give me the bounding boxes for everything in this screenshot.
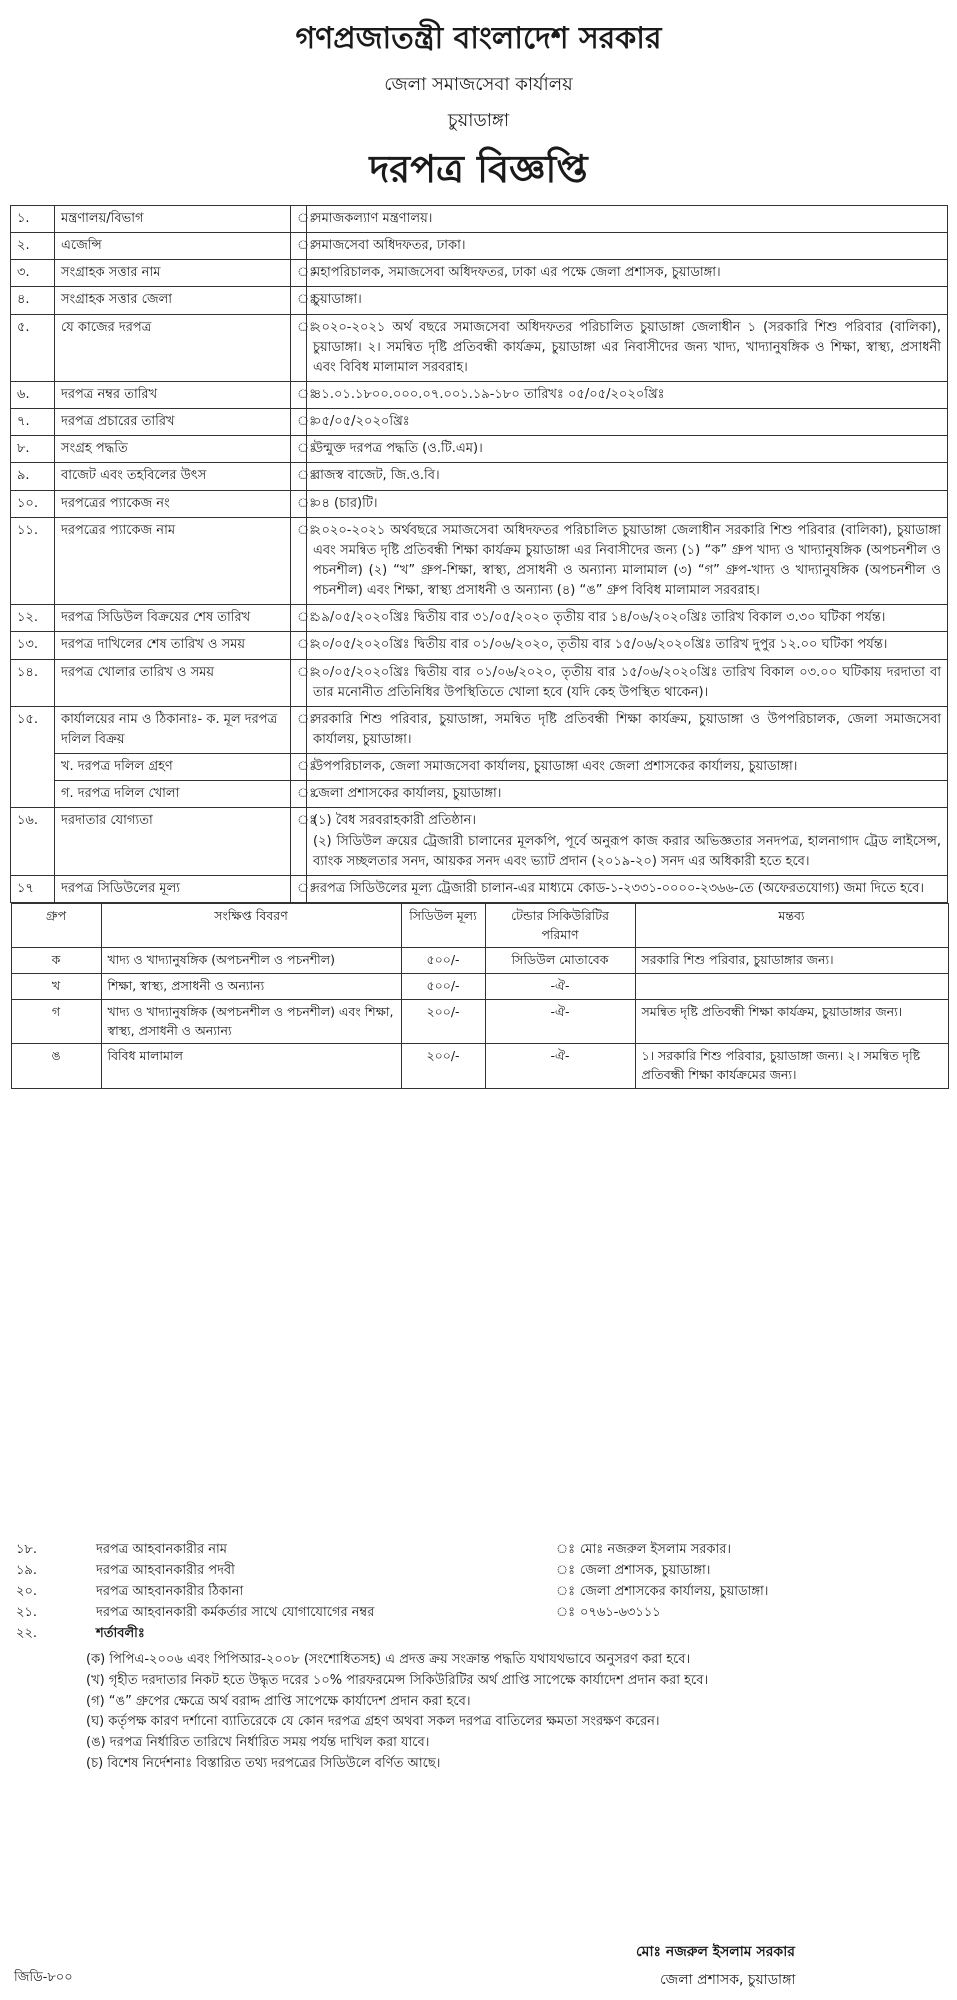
table-row: খ. দরপত্র দলিল গ্রহণ ঃ উপপরিচালক, জেলা সমাজসেবা কার্যালয়, চুয়াডাঙ্গা এবং জেলা প্রশাসকের কার্যালয়, চুয়াডাঙ্গা।	[11, 754, 948, 781]
list-item: ২০. দরপত্র আহবানকারীর ঠিকানা ঃ জেলা প্রশাসকের কার্যালয়, চুয়াডাঙ্গা।	[16, 1584, 769, 1599]
table-row: ২. এজেন্সি ঃ সমাজসেবা অধিদফতর, ঢাকা।	[11, 233, 948, 260]
group-row: খ শিক্ষা, স্বাস্থ্য, প্রসাধনী ও অন্যান্য ৫০০/- -ঐ-	[11, 974, 948, 1000]
group-schedule-table	[11, 903, 949, 1089]
list-item: ১৮. দরপত্র আহবানকারীর নাম ঃ মোঃ নজরুল ইসলাম সরকার।	[16, 1542, 732, 1557]
table-row: ৮. সংগ্রহ পদ্ধতি ঃ উন্মুক্ত দরপত্র পদ্ধতি (ও.টি.এম)।	[11, 436, 948, 463]
group-table-header: গ্রুপ সংক্ষিপ্ত বিবরণ সিডিউল মূল্য টেন্ডার সিকিউরিটির পরিমাণ মন্তব্য	[11, 903, 948, 948]
list-item: (খ) গৃহীত দরদাতার নিকট হতে উদ্ধৃত দরের ১০% পারফরমেন্স সিকিউরিটির অর্থ প্রাপ্তি সাপেক্ষে কার্যাদেশ প্রদান করা হবে।	[86, 1672, 709, 1688]
table-row: ১০. দরপত্রের প্যাকেজ নং ঃ ০৪ (চার)টি।	[11, 490, 948, 517]
signatory-name: মোঃ নজরুল ইসলাম সরকার	[636, 1944, 795, 1960]
table-row: ১১. দরপত্রের প্যাকেজ নাম ঃ ২০২০-২০২১ অর্থবছরে সমাজসেবা অধিদফতর পরিচালিত চুয়াডাঙ্গা জেলাধীন সরকারি শিশু পরিবার (বালিকা), চুয়াডাঙ্গা এবং সমন্বিত দৃষ্টি প্রতিবন্ধী শিক্ষা কার্যক্রম চুয়াডাঙ্গা এর নিবাসীদের জন্য (১) “ক” গ্রুপ খাদ্য ও খাদ্যানুষঙ্গিক (অপচনশীল ও পচনশীল) (২) “খ” গ্রুপ-শিক্ষা, স্বাস্থ্য, প্রসাধনী ও অন্যান্য মালামাল (৩) “গ” গ্রুপ-খাদ্য ও খাদ্যানুষঙ্গিক (অপচনশীল ও পচনশীল) এবং শিক্ষা, স্বাস্থ্য প্রসাধনী ও অন্যান্য (৪) “ঙ” গ্রুপ বিবিধ মালামাল সরবরাহ।	[11, 517, 948, 605]
table-row: ১৩. দরপত্র দাখিলের শেষ তারিখ ও সময় ঃ ২০/০৫/২০২০খ্রিঃ দ্বিতীয় বার ০১/০৬/২০২০, তৃতীয় বার ১৫/০৬/২০২০খ্রিঃ তারিখ দুপুর ১২.০০ ঘটিকা পর্যন্ত।	[11, 632, 948, 659]
list-item: (ক) পিপিএ-২০০৬ এবং পিপিআর-২০০৮ (সংশোধিতসহ) এ প্রদত্ত ক্রয় সংক্রান্ত পদ্ধতি যথাযথভাবে অনুসরণ করা হবে।	[86, 1652, 691, 1667]
signatory-designation: জেলা প্রশাসক, চুয়াডাঙ্গা	[660, 1972, 796, 1988]
table-row: ১. মন্ত্রণালয়/বিভাগ ঃ সমাজকল্যাণ মন্ত্রণালয়।	[11, 206, 948, 233]
ad-code: জিডি-৮০০	[14, 1970, 73, 1985]
table-row: ৭. দরপত্র প্রচারের তারিখ ঃ ০৫/০৫/২০২০খ্রিঃ	[11, 409, 948, 436]
table-row: ৩. সংগ্রাহক সত্তার নাম ঃ মহাপরিচালক, সমাজসেবা অধিদফতর, ঢাকা এর পক্ষে জেলা প্রশাসক, চুয়াডাঙ্গা।	[11, 260, 948, 287]
conditions-title: শর্তাবলীঃ	[96, 1626, 145, 1641]
notice-title: দরপত্র বিজ্ঞপ্তি	[369, 147, 588, 191]
list-item: ২২. শর্তাবলীঃ	[10, 1624, 948, 1645]
issuer-info	[10, 1540, 948, 1645]
list-item: (গ) “ঙ” গ্রুপের ক্ষেত্রে অর্থ বরাদ্দ প্রাপ্তি সাপেক্ষে কার্যাদেশ প্রদান করা হবে।	[86, 1693, 471, 1709]
government-title: গণপ্রজাতন্ত্রী বাংলাদেশ সরকার	[295, 21, 662, 56]
table-row: ১৪. দরপত্র খোলার তারিখ ও সময় ঃ ২০/০৫/২০২০খ্রিঃ দ্বিতীয় বার ০১/০৬/২০২০, তৃতীয় বার ১৫/০৬/২০২০খ্রিঃ তারিখ বিকাল ০৩.০০ ঘটিকায় দরদাতা বা তার মনোনীত প্রতিনিধির উপস্থিতিতে খোলা হবে (যদি কেহ উপস্থিত থাকেন)।	[11, 659, 948, 706]
group-table-row	[11, 902, 948, 1089]
tender-details-table	[10, 205, 948, 1089]
group-row: গ খাদ্য ও খাদ্যানুষঙ্গিক (অপচনশীল ও পচনশীল) এবং শিক্ষা, স্বাস্থ্য, প্রসাধনী ও অন্যান্য ২০০/- -ঐ- সমন্বিত দৃষ্টি প্রতিবন্ধী শিক্ষা কার্যক্রম, চুয়াডাঙ্গার জন্য।	[11, 999, 948, 1044]
list-item: (ঘ) কর্তৃপক্ষ কারণ দর্শানো ব্যাতিরেকে যে কোন দরপত্র গ্রহণ অথবা সকল দরপত্র বাতিলের ক্ষমতা সংরক্ষণ করেন।	[86, 1714, 660, 1730]
district-name: চুয়াডাঙ্গা	[447, 110, 510, 131]
conditions-list	[86, 1650, 946, 1775]
table-row: ১৫. কার্যালয়ের নাম ও ঠিকানাঃ- ক. মূল দরপত্র দলিল বিক্রয় ঃ সরকারি শিশু পরিবার, চুয়াডাঙ্গা, সমন্বিত দৃষ্টি প্রতিবন্ধী শিক্ষা কার্যক্রম, চুয়াডাঙ্গা ও উপপরিচালক, জেলা সমাজসেবা কার্যালয়, চুয়াডাঙ্গা।	[11, 706, 948, 753]
table-row: ১২. দরপত্র সিডিউল বিক্রয়ের শেষ তারিখ ঃ ১৯/০৫/২০২০খ্রিঃ দ্বিতীয় বার ৩১/০৫/২০২০ তৃতীয় বার ১৪/০৬/২০২০খ্রিঃ তারিখ বিকাল ৩.৩০ ঘটিকা পর্যন্ত।	[11, 605, 948, 632]
list-item: ২১. দরপত্র আহবানকারী কর্মকর্তার সাথে যোগাযোগের নম্বর ঃ ০৭৬১-৬৩১১১	[16, 1605, 661, 1620]
table-row: ১৬. দরদাতার যোগ্যতা ঃ (১) বৈধ সরবরাহকারী প্রতিষ্ঠান। (২) সিডিউল ক্রয়ের ট্রেজারী চালানের মূলকপি, পূর্বে অনুরূপ কাজ করার অভিজ্ঞতার সনদপত্র, হালনাগাদ ট্রেড লাইসেন্স, ব্যাংক সচ্ছলতার সনদ, আয়কর সনদ এবং ভ্যাট প্রদান (২০১৯-২০) সনদ এর অধিকারী হতে হবে।	[11, 808, 948, 875]
list-item: ১৯. দরপত্র আহবানকারীর পদবী ঃ জেলা প্রশাসক, চুয়াডাঙ্গা।	[16, 1563, 711, 1578]
office-name: জেলা সমাজসেবা কার্যালয়	[384, 74, 573, 95]
table-row: গ. দরপত্র দলিল খোলা ঃ জেলা প্রশাসকের কার্যালয়, চুয়াডাঙ্গা।	[11, 781, 948, 808]
list-item: (চ) বিশেষ নির্দেশনাঃ বিস্তারিত তথ্য দরপত্রের সিডিউলে বর্ণিত আছে।	[86, 1755, 441, 1771]
group-row: ঙ বিবিধ মালামাল ২০০/- -ঐ- ১। সরকারি শিশু পরিবার, চুয়াডাঙ্গা জন্য। ২। সমন্বিত দৃষ্টি প্রতিবন্ধী শিক্ষা কার্যক্রমের জন্য।	[11, 1044, 948, 1089]
table-row: ৫. যে কাজের দরপত্র ঃ ২০২০-২০২১ অর্থ বছরে সমাজসেবা অধিদফতর পরিচালিত চুয়াডাঙ্গা জেলাধীন ১ (সরকারি শিশু পরিবার (বালিকা), চুয়াডাঙ্গা। ২। সমন্বিত দৃষ্টি প্রতিবন্ধী কার্যক্রম, চুয়াডাঙ্গা এর নিবাসীদের জন্য খাদ্য, খাদ্যানুষঙ্গিক ও শিক্ষা, স্বাস্থ্য, প্রসাধনী এবং বিবিধ মালামাল সরবরাহ।	[11, 314, 948, 381]
table-row: ৯. বাজেট এবং তহবিলের উৎস ঃ রাজস্ব বাজেট, জি.ও.বি।	[11, 463, 948, 490]
table-row: ৪. সংগ্রাহক সত্তার জেলা ঃ চুয়াডাঙ্গা।	[11, 287, 948, 314]
group-row: ক খাদ্য ও খাদ্যানুষঙ্গিক (অপচনশীল ও পচনশীল) ৫০০/- সিডিউল মোতাবেক সরকারি শিশু পরিবার, চুয়াডাঙ্গার জন্য।	[11, 948, 948, 974]
table-row: ১৭ দরপত্র সিডিউলের মূল্য ঃ দরপত্র সিডিউলের মূল্য ট্রেজারী চালান-এর মাধ্যমে কোড-১-২৩৩১-০০০০-২৩৬৬-তে (অফেরতযোগ্য) জমা দিতে হবে।	[11, 875, 948, 902]
table-row: ৬. দরপত্র নম্বর তারিখ ঃ ৪১.০১.১৮০০.০০০.০৭.০০১.১৯-১৮০ তারিখঃ ০৫/০৫/২০২০খ্রিঃ	[11, 381, 948, 408]
list-item: (ঙ) দরপত্র নির্ধারিত তারিখে নির্ধারিত সময় পর্যন্ত দাখিল করা যাবে।	[86, 1735, 430, 1751]
